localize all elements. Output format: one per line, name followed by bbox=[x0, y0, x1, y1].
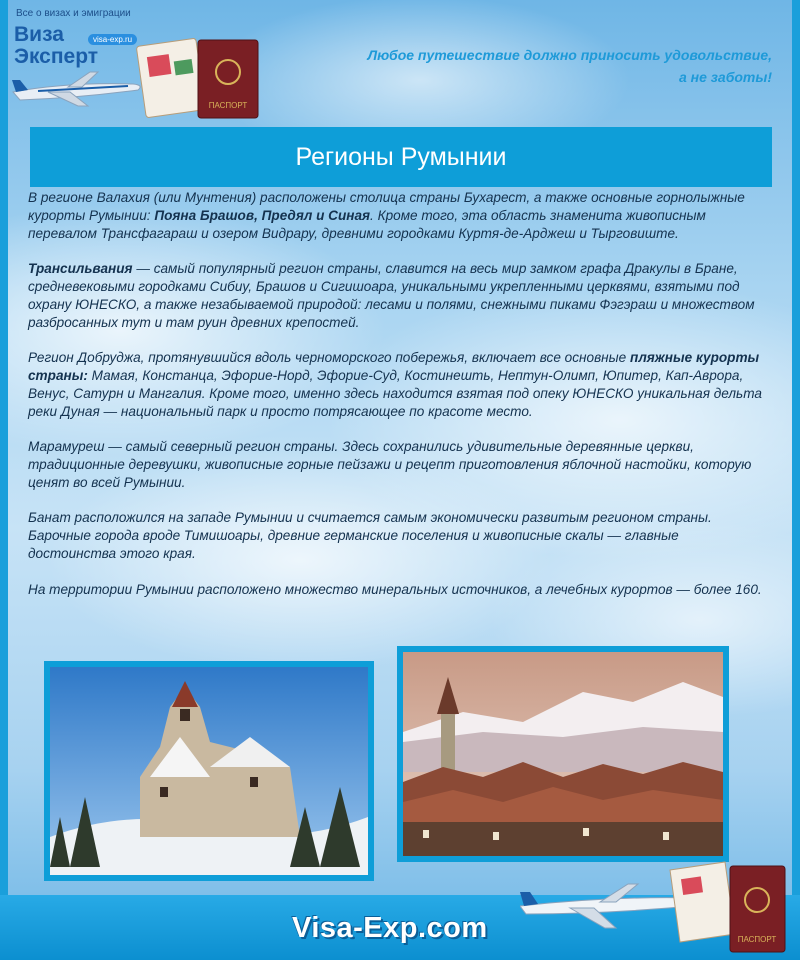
footer-plane-passport-icon bbox=[520, 858, 790, 958]
airplane-icon bbox=[8, 54, 148, 114]
paragraph-maramures: Марамуреш — самый северный регион страны. Здесь сохранились удивительные деревянные церкви, традиционные деревушки, живописные горные пейзажи и рецепт приготовления яблочной настойки, которую ценят во всей Румынии. bbox=[28, 439, 752, 490]
castle-image bbox=[50, 667, 368, 875]
transylvania-highlight: Трансильвания bbox=[28, 261, 133, 277]
left-frame-border bbox=[0, 0, 8, 960]
logo-site-badge: visa-exp.ru bbox=[88, 34, 137, 45]
logo-line-1: Виза bbox=[14, 23, 64, 46]
paragraph-text: Регион Добруджа, протянувшийся вдоль черноморского побережья, включает все основные bbox=[28, 350, 631, 366]
paragraph-dobruja bbox=[28, 349, 770, 420]
footer-passport-label: ПАСПОРТ bbox=[737, 935, 777, 944]
logo-tagline: Все о визах и эмиграции bbox=[16, 8, 131, 19]
bran-castle-photo bbox=[44, 661, 374, 881]
passport-icon bbox=[136, 32, 266, 122]
paragraph-transylvania bbox=[28, 260, 770, 331]
page-title: Регионы Румынии bbox=[295, 142, 507, 171]
header-motto bbox=[367, 44, 772, 88]
article-body bbox=[28, 189, 770, 616]
paragraph-text: . Кроме того, эта область знаменита живописным перевалом Трансфагараш и озером Видрару, древними городками Куртя-де-Арджеш и Тырговиште. bbox=[28, 207, 706, 241]
motto-line-2: а не заботы! bbox=[678, 69, 772, 85]
paragraph-text: В регионе Валахия (или Мунтения) расположены столица страны Бухарест, а также основные горнолыжные курорты Румынии: bbox=[28, 190, 745, 223]
sibiu-town-photo bbox=[397, 646, 729, 862]
paragraph-banat: Банат расположился на западе Румынии и считается самым экономически развитым регионом страны. Барочные города вроде Тимишоары, древние германские поселения и живописные скалы — главные достоинства этого края. bbox=[28, 510, 712, 561]
right-frame-border bbox=[792, 0, 800, 960]
paragraph-text: — самый популярный регион страны, славится на весь мир замком графа Дракулы в Бране, средневековыми городками Сибиу, Брашов и Сигишоара, уникальными укрепленными церквями, взятыми под охрану ЮНЕСКО, а также незабываемой природой: лесами и полями, снежными пиками Фэгэраш и множеством разбросанных тут и там руин древних крепостей. bbox=[28, 261, 755, 330]
logo-line-2: Эксперт bbox=[14, 45, 99, 68]
title-banner bbox=[30, 127, 772, 187]
site-logo[interactable] bbox=[8, 4, 308, 122]
beach-resorts-highlight: пляжные курорты страны: bbox=[28, 350, 760, 383]
ski-resorts-highlight: Пояна Брашов, Предял и Синая bbox=[154, 207, 371, 223]
passport-label: ПАСПОРТ bbox=[208, 101, 248, 110]
paragraph-wallachia bbox=[28, 189, 770, 242]
footer-site-link[interactable]: Visa-Exp.com bbox=[292, 912, 488, 944]
paragraph-text: Мамая, Констанца, Эфорие-Норд, Эфорие-Суд, Костинешть, Нептун-Олимп, Юпитер, Кап-Аврора, Венус, Сатурн и Мангалия. Кроме того, именно здесь находится взятая под опеку ЮНЕСКО уникальная дельта реки Дуная — национальный парк и просто потрясающее по красоте место. bbox=[28, 367, 762, 419]
town-image bbox=[403, 652, 723, 856]
paragraph-mineral-springs: На территории Румынии расположено множество минеральных источников, а лечебных курортов — более 160. bbox=[28, 581, 762, 597]
motto-line-1: Любое путешествие должно приносить удовольствие, bbox=[367, 47, 772, 63]
